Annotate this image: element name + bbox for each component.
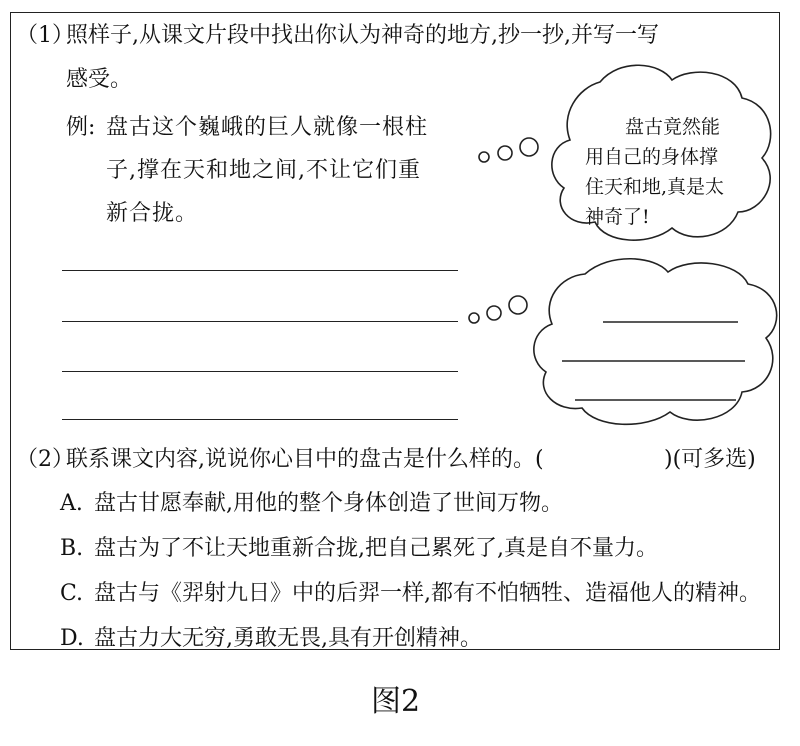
option-letter: A. [60,491,83,516]
option-text: 盘古为了不让天地重新合拢,把自己累死了,真是自不量力。 [94,536,658,561]
thought-dot-6 [509,296,527,314]
option-text: 盘古与《羿射九日》中的后羿一样,都有不怕牺牲、造福他人的精神。 [94,581,761,606]
bubble-line-2: 用自己的身体撑 [585,146,719,168]
q2-prompt: 联系课文内容,说说你心目中的盘古是什么样的。( [66,447,544,472]
option-text: 盘古甘愿奉献,用他的整个身体创造了世间万物。 [94,491,563,516]
thought-dot-3 [520,138,538,156]
figure-caption: 图2 [371,684,421,719]
q1-prompt-line2: 感受。 [66,67,133,92]
thought-dot-1 [479,152,489,162]
option-a[interactable] [60,490,563,518]
q2-number: （2） [16,447,74,472]
q2-answer-blank[interactable] [590,446,662,474]
option-c[interactable] [60,580,761,608]
option-letter: B. [60,536,84,561]
example-line2: 子,撑在天和地之间,不让它们重 [106,158,421,183]
thought-dot-5 [487,306,501,320]
example-line1: 盘古这个巍峨的巨人就像一根柱 [106,115,429,140]
bubble-line-3: 住天和地,真是太 [585,176,725,198]
q1-prompt-line1: 照样子,从课文片段中找出你认为神奇的地方,抄一抄,并写一写 [66,23,659,48]
option-text: 盘古力大无穷,勇敢无畏,具有开创精神。 [94,626,482,651]
option-letter: C. [60,581,84,606]
option-b[interactable] [60,535,658,563]
example-line3: 新合拢。 [106,201,199,226]
bubble-line-1: 盘古竟然能 [625,116,721,138]
option-letter: D. [60,626,84,651]
example-label: 例: [66,115,96,140]
option-d[interactable] [60,625,482,653]
q2-prompt-tail: )(可多选) [664,447,756,472]
bubble-line-4: 神奇了! [585,206,650,228]
thought-dot-2 [498,146,512,160]
q1-number: （1） [16,23,74,48]
thought-dot-4 [469,313,479,323]
